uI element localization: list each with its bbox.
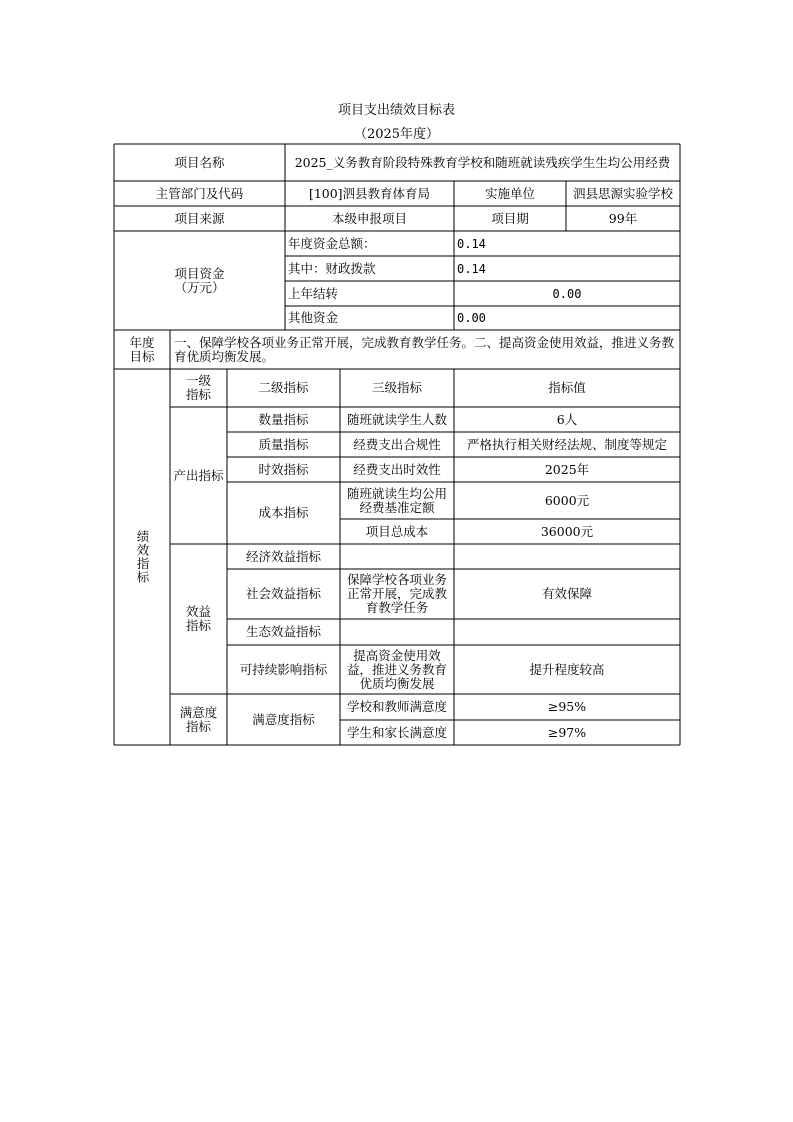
quality-l3: 经费支出合规性 xyxy=(353,436,441,452)
label-source: 项目来源 xyxy=(174,210,225,226)
header-target: 指标值 xyxy=(548,380,586,395)
economic-l3 xyxy=(340,544,454,569)
social-val: 有效保障 xyxy=(541,586,592,601)
label-annual-total: 年度资金总额： xyxy=(288,235,376,251)
social-l2: 社会效益指标 xyxy=(245,586,321,601)
page-title: 项目支出绩效目标表 xyxy=(337,103,455,118)
satisfaction-l3-2: 学生和家长满意度 xyxy=(346,724,447,740)
annual-total-value: 0.14 xyxy=(457,236,486,251)
ecological-val xyxy=(454,619,680,645)
quantity-val: 6人 xyxy=(556,411,578,427)
project-name-value: 2025_义务教育阶段特殊教育学校和随班就读残疾学生生均公用经费 xyxy=(294,154,671,170)
label-fiscal: 其中：财政拨款 xyxy=(288,260,376,276)
sustainable-l2: 可持续影响指标 xyxy=(239,661,328,677)
sustainable-val: 提升程度较高 xyxy=(529,661,605,677)
other-value: 0.00 xyxy=(457,311,486,325)
cost-val-1: 6000元 xyxy=(544,492,590,508)
label-annual-goal: 年度 目标 xyxy=(129,334,155,364)
label-perf: 绩效指标 xyxy=(135,530,150,584)
satisfaction-val-1: ≥95% xyxy=(547,699,587,714)
label-project-name: 项目名称 xyxy=(174,154,225,170)
label-period: 项目期 xyxy=(491,210,529,226)
label-impl-unit: 实施单位 xyxy=(484,185,535,201)
timeliness-l2: 时效指标 xyxy=(258,461,309,477)
economic-val xyxy=(454,544,680,569)
benefit-indicator-label: 效益指标 xyxy=(185,604,211,633)
cost-l3-2: 项目总成本 xyxy=(365,523,429,539)
quantity-l2: 数量指标 xyxy=(258,411,309,427)
page-subtitle: （2025年度） xyxy=(353,127,440,142)
cost-val-2: 36000元 xyxy=(540,523,594,539)
fiscal-value: 0.14 xyxy=(457,261,486,276)
sustainable-l3: 提高资金使用效益，推进义务教育优质均衡发展 xyxy=(346,647,447,691)
timeliness-l3: 经费支出时效性 xyxy=(353,461,441,477)
period-value: 99年 xyxy=(608,210,638,226)
quality-l2: 质量指标 xyxy=(258,436,309,452)
source-value: 本级申报项目 xyxy=(331,210,407,226)
label-funds: 项目资金 （万元） xyxy=(174,265,225,295)
label-carryover: 上年结转 xyxy=(288,285,339,301)
header-level1: 一级 指标 xyxy=(185,373,211,402)
impl-unit-value: 泗县思源实验学校 xyxy=(572,185,673,201)
economic-l2: 经济效益指标 xyxy=(245,548,321,564)
satisfaction-indicator-label: 满意度 指标 xyxy=(179,704,218,734)
cost-l2: 成本指标 xyxy=(258,505,309,520)
satisfaction-l3-1: 学校和教师满意度 xyxy=(346,699,447,714)
header-level2: 二级指标 xyxy=(258,380,309,395)
carryover-value: 0.00 xyxy=(552,286,582,301)
quality-val: 严格执行相关财经法规、制度等规定 xyxy=(466,436,667,452)
header-level3: 三级指标 xyxy=(371,380,422,395)
ecological-l2: 生态效益指标 xyxy=(245,624,321,639)
quantity-l3: 随班就读学生人数 xyxy=(346,411,447,427)
social-l3: 保障学校各项业务正常开展，完成教育教学任务 xyxy=(346,572,447,615)
dept-value: [100]泗县教育体育局 xyxy=(308,185,431,201)
cost-l3-1: 随班就读生均公用经费基准定额 xyxy=(346,485,447,515)
output-indicator-label: 产出指标 xyxy=(173,467,224,483)
satisfaction-l2: 满意度指标 xyxy=(252,711,315,727)
satisfaction-val-2: ≥97% xyxy=(547,724,587,740)
ecological-l3 xyxy=(340,619,454,645)
label-dept: 主管部门及代码 xyxy=(155,185,244,201)
annual-goal-value: 一、保障学校各项业务正常开展，完成教育教学任务。二、提高资金使用效益，推进义务教育优质均衡发展。 xyxy=(174,334,675,364)
label-other: 其他资金 xyxy=(288,310,339,325)
timeliness-val: 2025年 xyxy=(544,461,590,477)
